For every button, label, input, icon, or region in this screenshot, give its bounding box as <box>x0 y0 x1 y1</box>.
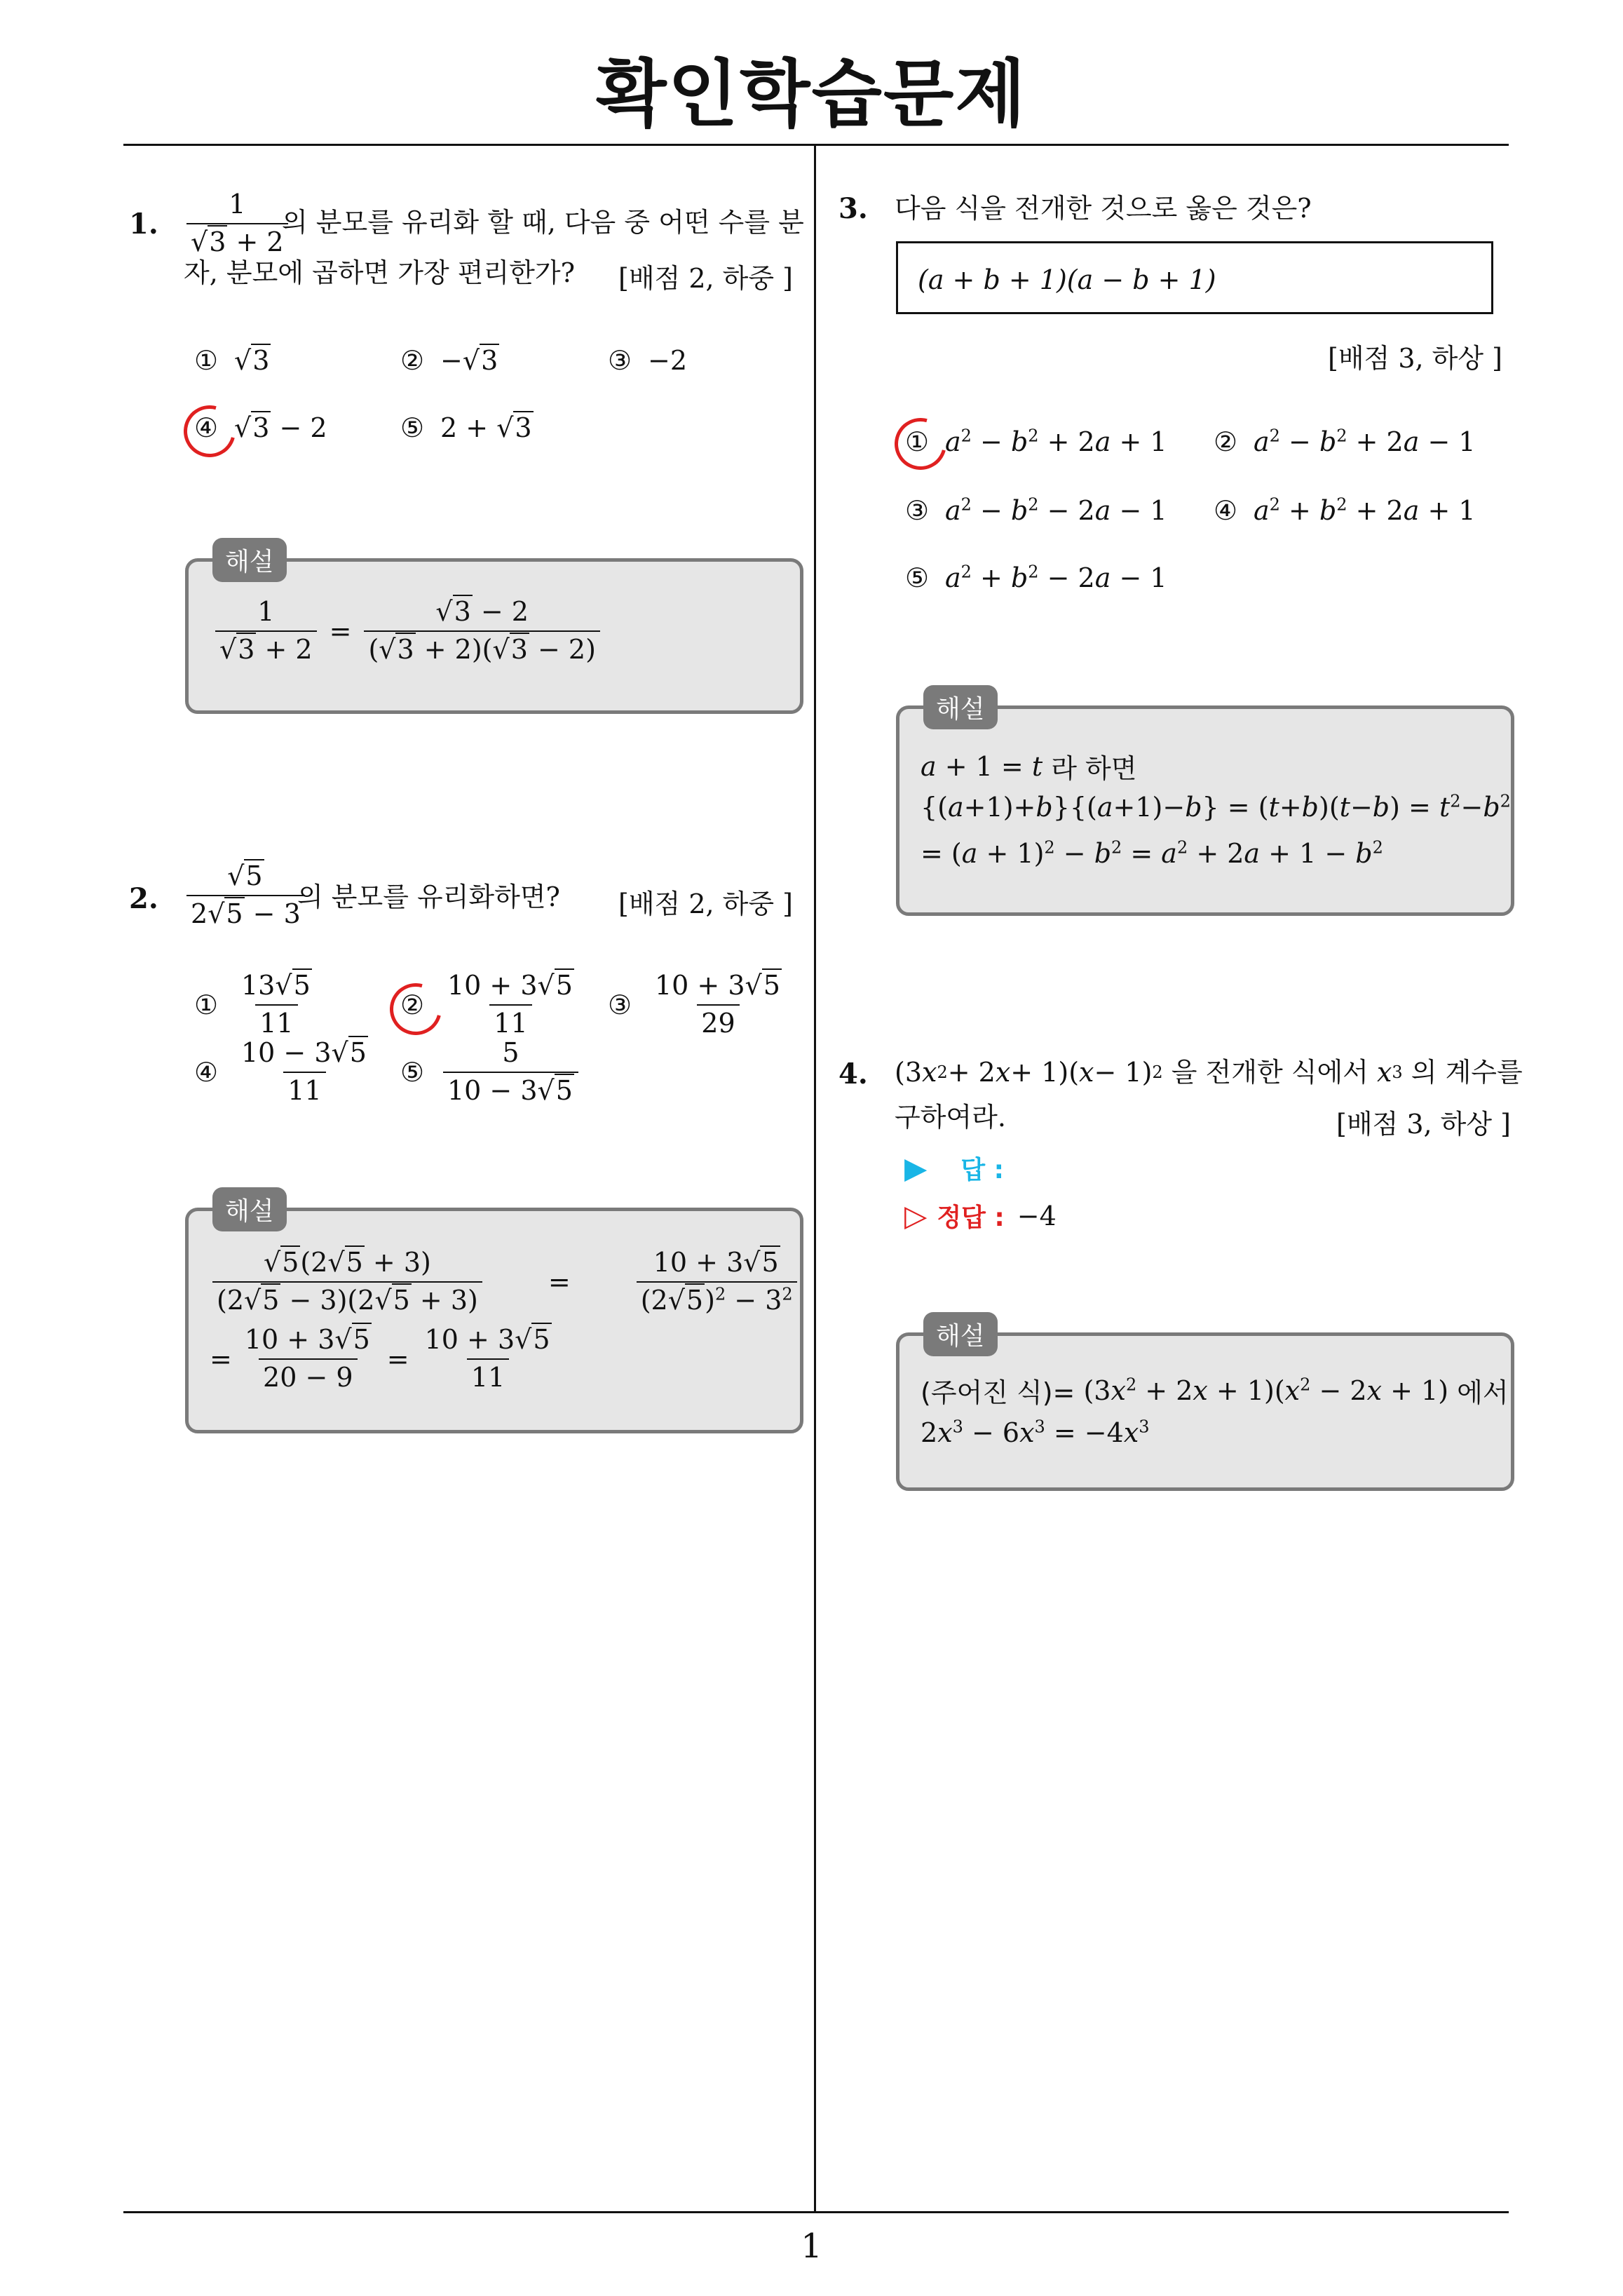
q3-option-4[interactable]: ④ $a^2 + b^2 + 2a + 1$ <box>1210 495 1476 526</box>
circled-5-icon: ⑤ <box>904 562 930 593</box>
column-divider <box>814 146 816 2213</box>
q4-text-a: 을 전개한 식에서 <box>1171 1057 1369 1088</box>
q2-text: 의 분모를 유리화하면? <box>297 882 560 912</box>
q1-number: 1. <box>129 208 158 241</box>
q4-solution-line2: $2x^3 - 6x^3 = -4x^3$ <box>921 1417 1150 1448</box>
q2-score: [배점 2, 하중 ] <box>618 889 793 919</box>
q4-correct-label: 정답 : <box>937 1203 1005 1232</box>
circled-3-icon: ③ <box>904 495 930 526</box>
circled-3-icon: ③ <box>607 345 632 376</box>
q4-solution-line1: (주어진 식)= $(3x^2 + 2x + 1)(x^2 - 2x + 1)$ 에서 <box>921 1371 1509 1410</box>
circled-2-icon: ② <box>400 345 425 376</box>
q3-expression: (a + b + 1)(a − b + 1) <box>918 264 1216 295</box>
circled-4-icon: ④ <box>193 412 219 443</box>
q1-option-2[interactable]: ② −√3 <box>397 345 499 376</box>
q2-option-2[interactable]: ② $\frac{10 + 3√5}{11}$ <box>397 971 581 1039</box>
q1-solution-eq: $\frac{1}{√3 + 2}$ = $\frac{√3 - 2}{(√3 + 2)(√3 - 2)}$ <box>212 597 603 665</box>
q4-solution-suffix: 에서 <box>1457 1377 1509 1408</box>
q2-number: 2. <box>129 882 158 915</box>
page-number: 1 <box>801 2227 822 2266</box>
q3-solution-line2: $\{(a+1)+b\}\{(a+1)-b\} = (t+b)(t-b) = t^2-b^2$ <box>921 791 1511 823</box>
q1-solution-box <box>185 548 803 714</box>
q4-solution-prefix: (주어진 식)= <box>921 1377 1075 1408</box>
q1-option-1[interactable]: ① √3 <box>191 345 271 376</box>
circled-3-icon: ③ <box>607 989 632 1020</box>
q3-answer-mark <box>885 408 956 479</box>
q2-option-5[interactable]: ⑤ $\frac{5}{10 - 3√5}$ <box>397 1038 581 1106</box>
circled-1-icon: ① <box>193 989 219 1020</box>
q3-score: [배점 3, 하상 ] <box>1328 343 1502 374</box>
q2-option-1[interactable]: ① $\frac{13√5}{11}$ <box>191 971 319 1039</box>
q4-text-a2: 의 계수를 <box>1411 1057 1523 1088</box>
circled-2-icon: ② <box>1213 426 1238 457</box>
q2-option-4[interactable]: ④ $\frac{10 - 3√5}{11}$ <box>191 1038 375 1106</box>
q4-text-line1: (3 x 2 + 2 x + 1)( x − 1) 2 을 전개한 식에서 x 3 의 계수를 <box>895 1049 1523 1095</box>
q4-solution-box <box>896 1322 1514 1491</box>
q2-solution-tag: 해설 <box>212 1187 287 1231</box>
circled-1-icon: ① <box>193 345 219 376</box>
circled-5-icon: ⑤ <box>400 412 425 443</box>
q3-option-5[interactable]: ⑤ $a^2 + b^2 - 2a - 1$ <box>902 562 1167 593</box>
circled-5-icon: ⑤ <box>400 1056 425 1088</box>
circled-4-icon: ④ <box>193 1056 219 1088</box>
q4-answer-label: 답 : <box>960 1156 1005 1184</box>
q3-solution-line3: = $(a + 1)^2 - b^2 = a^2 + 2a + 1 - b^2$ <box>921 837 1383 869</box>
q4-score: [배점 3, 하상 ] <box>1336 1109 1511 1140</box>
q1-answer-mark <box>174 396 245 466</box>
q1-solution-tag: 해설 <box>212 538 287 582</box>
q3-solution-box <box>896 695 1514 916</box>
q4-solution-tag: 해설 <box>923 1312 998 1356</box>
q1-text-line1: 의 분모를 유리화 할 때, 다음 중 어떤 수를 분 <box>282 207 804 238</box>
q2-option-3[interactable]: ③ $\frac{10 + 3√5}{29}$ <box>604 971 789 1039</box>
q1-score: [배점 2, 하중 ] <box>618 263 793 294</box>
q3-option-2[interactable]: ② $a^2 - b^2 + 2a - 1$ <box>1210 426 1476 457</box>
q3-option-1[interactable]: ① $a^2 - b^2 + 2a + 1$ <box>902 426 1167 457</box>
page-title: 확인학습문제 <box>596 51 1027 137</box>
q3-expression-box <box>896 241 1493 314</box>
q3-text: 다음 식을 전개한 것으로 옳은 것은? <box>895 193 1312 224</box>
q2-solution-eq1: $\frac{√5(2√5 + 3)}{(2√5 - 3)(2√5 + 3)}$ = $\frac{10 + 3√5}{(2√5)^2 - 3^2}$ <box>210 1248 800 1316</box>
q2-solution-eq2: = $\frac{10 + 3√5}{20 - 9}$ = $\frac{10 + 3√5}{11}$ <box>210 1324 550 1393</box>
q4-number: 4. <box>838 1058 868 1090</box>
q4-text-line2: 구하여라. <box>895 1102 1006 1133</box>
q1-fraction: $\frac{1}{√3 + 2}$ <box>184 189 291 257</box>
header-rule <box>123 144 1509 146</box>
q1-option-3[interactable]: ③ −2 <box>604 345 687 376</box>
q4-correct-row <box>904 1198 1057 1234</box>
q1-option-5[interactable]: ⑤ 2 + √3 <box>397 412 534 443</box>
q3-solution-tag: 해설 <box>923 685 998 729</box>
circled-2-icon: ② <box>400 989 425 1020</box>
q1-option-4[interactable]: ④ √3 − 2 <box>191 412 327 443</box>
q4-answer-row[interactable] <box>904 1150 1004 1186</box>
q4-correct-answer: −4 <box>1017 1200 1057 1231</box>
circled-1-icon: ① <box>904 426 930 457</box>
q2-solution-box <box>185 1197 803 1433</box>
q3-solution-line1: a + 1 = t 라 하면 <box>921 747 1136 785</box>
q3-number: 3. <box>838 192 868 225</box>
correct-arrow-icon: ▷ <box>904 1198 928 1233</box>
footer-rule <box>123 2211 1509 2213</box>
answer-arrow-icon: ▶ <box>904 1151 928 1185</box>
q3-option-3[interactable]: ③ $a^2 - b^2 - 2a - 1$ <box>902 495 1167 526</box>
q3-solution-text: 라 하면 <box>1051 753 1137 784</box>
q2-fraction: $\frac{√5}{2√5 - 3}$ <box>184 861 308 929</box>
q1-text-line2: 자, 분모에 곱하면 가장 편리한가? <box>184 257 575 288</box>
circled-4-icon: ④ <box>1213 495 1238 526</box>
